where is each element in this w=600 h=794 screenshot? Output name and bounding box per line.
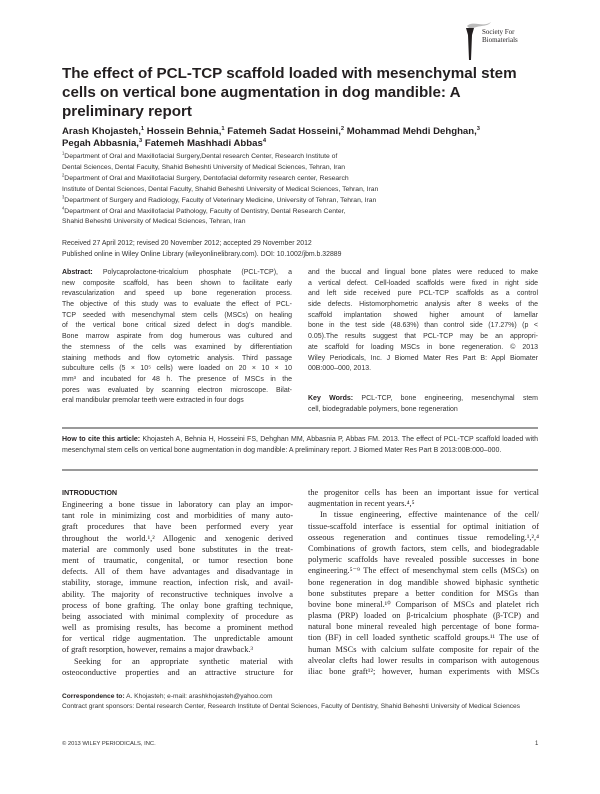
text-line-content: bone regeneration in dog mandible showed biphasic synthetic: [308, 577, 539, 587]
text-line-content: new composite scaffold, has been shown to facilitate early: [62, 279, 292, 287]
text-line-content: Polycaprolactone-tricalcium phosphate (PCL-TCP), a: [102, 269, 292, 276]
text-line: [308, 311, 538, 322]
affiliation-text: Department of Oral and Maxillofacial Pathology, Faculty of Dentistry, Dental Research Center,: [64, 207, 346, 215]
text-line: [308, 599, 539, 610]
text-line-content: pores was evaluated by scanning electron microscope. Bilat-: [62, 386, 292, 394]
text-line-content: 0.05).The results suggest that PCL-TCP may be an appropri-: [308, 333, 538, 341]
text-line: [62, 644, 293, 655]
footnotes: [62, 692, 538, 712]
publication-info: [62, 238, 542, 260]
text-line: [62, 386, 292, 397]
text-line-content: throughout the world.¹,² Allogenic and xenogenic derived: [62, 533, 293, 543]
text-line: [308, 565, 539, 576]
text-line-content: stability, storage, immune reaction, infection risk, and avail-: [62, 578, 293, 588]
text-line: [308, 554, 539, 565]
author: Mohammad Mehdi Dehghan,$^3$: [346, 125, 480, 137]
affiliation-line: [62, 174, 482, 185]
text-line: [62, 499, 293, 510]
text-line-content: process of bone grafting. The onlay bone grafting technique,: [62, 600, 293, 610]
text-line: [62, 375, 292, 386]
text-line: [62, 510, 293, 521]
text-line: [62, 279, 292, 290]
correspondence-text: A. Khojasteh; e-mail: arashkhojasteh@yahoo.com: [126, 693, 273, 700]
text-line-content: tion (BF) in cell loaded synthetic scaffold groups.¹¹ The use of: [308, 633, 539, 643]
text-line: [62, 521, 293, 532]
affiliation-line: [62, 196, 482, 207]
text-line-content: tissue-scaffold interface is essential for optimal initiation of: [308, 521, 539, 531]
text-line-content: subculture cells (5 × 10⁵ cells) were loaded on 20 × 10 × 10: [62, 365, 292, 373]
text-line-content: defects. All of them have advantages and disadvantage in: [62, 567, 293, 577]
text-line-content: engineering.⁵⁻⁹ The effect of mesenchymal stem cells (MSCs) on: [308, 566, 539, 576]
text-line: [62, 589, 293, 600]
copyright: © 2013 WILEY PERIODICALS, INC.: [62, 741, 156, 747]
keywords: [308, 394, 538, 415]
text-line: [62, 354, 292, 365]
abstract-right-column: [308, 268, 538, 375]
text-line: [308, 644, 539, 655]
text-line-content: scaffold implantation showed higher amount of lamellar: [308, 311, 538, 319]
text-line: [308, 655, 539, 666]
text-line: [62, 577, 293, 588]
article-title: The effect of PCL-TCP scaffold loaded with mesenchymal stem cells on vertical bone augmentation in dog mandible: A preliminary report: [62, 65, 517, 120]
text-line: [62, 533, 293, 544]
text-line-content: the stemness of the cells was examined by differentiation: [62, 343, 292, 351]
keywords-label: Key Words:: [308, 395, 354, 402]
introduction-left-column: [62, 487, 293, 678]
text-line-content: polymeric scaffolds have revealed possible successes in bone: [308, 555, 539, 565]
text-line-content: Combinations of growth factors, stem cells, and biodegradable: [308, 543, 539, 553]
author: Arash Khojasteh,$^1$: [62, 125, 145, 137]
text-line-content: natural bone mineral revealed high percentage of bone forma-: [308, 622, 539, 632]
text-line-content: and the buccal and lingual bone plates were reduced to make: [308, 269, 538, 276]
text-line-content: augmentation in recent years.⁴,⁵: [308, 499, 415, 509]
text-line-content: side defects. Histomorphometric analysis after 8 weeks of the: [308, 301, 538, 309]
section-heading: INTRODUCTION: [62, 488, 118, 497]
text-line-content: ate scaffold for loading MSCs in bone regeneration. © 2013: [308, 343, 538, 351]
text-line: [308, 610, 539, 621]
abstract-left-column: [62, 268, 292, 407]
logo-line-2: Biomaterials: [482, 36, 518, 44]
correspondence-label: Correspondence to:: [62, 693, 125, 700]
text-line: [62, 321, 292, 332]
text-line-content: ability. The majority of reconstructive techniques involve a: [62, 589, 293, 599]
text-line: [308, 321, 538, 332]
grant-sponsors: Contract grant sponsors: Dental research Center, Research Institute of Dental Sciences, Faculty of Dentistry, Shahid Beheshti University of Medical Sciences: [62, 703, 520, 710]
text-line: [308, 521, 539, 532]
text-line: [308, 588, 539, 599]
text-line-content: staining methods and flow cytometric analysis. Third passage: [62, 354, 292, 362]
affiliation-text: Shahid Beheshti University of Medical Sciences, Tehran, Iran: [62, 218, 246, 226]
text-line: [308, 354, 538, 365]
text-line: [308, 332, 538, 343]
text-line: [308, 621, 539, 632]
how-to-cite: [62, 435, 538, 456]
text-line-content: human MSCs with calcium sulfate composite for repair of the: [308, 644, 539, 654]
text-line: [62, 364, 292, 375]
affiliation-line: [62, 185, 482, 196]
affiliation-text: Department of Surgery and Radiology, Faculty of Veterinary Medicine, University of Tehran, Tehran, Iran: [64, 196, 377, 204]
text-line: [62, 289, 292, 300]
text-line-content: the progenitor cells has been an important issue for vertical: [308, 488, 539, 497]
text-line-content: well as promising results, has become a prominent method: [62, 623, 293, 633]
page-number: 1: [535, 741, 539, 747]
text-line-content: plasma (PRP) loaded on β-tricalcium phosphate (β-TCP) and: [308, 611, 539, 621]
text-line-content: iliac bone graft¹²; however, human experiments with MSCs: [308, 667, 539, 676]
divider: [62, 427, 538, 429]
affiliation-line: [62, 217, 482, 228]
author: Hossein Behnia,$^1$: [146, 125, 225, 137]
text-line: [308, 279, 538, 290]
text-line-content: being associated with minimal complexity of procedure as: [62, 611, 293, 621]
text-line: [62, 611, 293, 622]
introduction-right-column: [308, 487, 539, 677]
dates-line: Received 27 April 2012; revised 20 November 2012; accepted 29 November 2012: [62, 240, 312, 247]
text-line-content: for vertical ridge augmentation. The unpredictable amount: [62, 634, 293, 644]
affiliation-number: 3: [62, 194, 65, 200]
abstract-label: Abstract:: [62, 269, 93, 276]
text-line-content: of the vertical bone critical sized defect in dog's mandible.: [62, 322, 292, 330]
text-line: [308, 577, 539, 588]
author: Fatemeh Sadat Hosseini,$^2$: [227, 125, 345, 137]
text-line-content: mm³ and incubated for 48 h. The presence of MSCs in the: [62, 375, 292, 383]
text-line: [62, 566, 293, 577]
text-line-content: Wiley Periodicals, Inc. J Biomed Mater Res Part B: Appl Biomater: [308, 354, 538, 362]
text-line-content: bone substitutes prepare a better condition for MSGs than: [308, 588, 539, 598]
text-line-content: of graft resorption, however, remains a major drawback.³: [62, 645, 254, 655]
author: Pegah Abbasnia,$^3$: [62, 137, 143, 149]
text-line-content: alveolar clefts had lower results in comparison with autogenous: [308, 655, 539, 665]
text-line-content: Seeking for an appropriate synthetic material with: [74, 656, 293, 666]
affiliation-text: Department of Oral and Maxillofacial Surgery, Dentofacial deformity research center, Research: [64, 174, 349, 182]
logo-text: [482, 28, 518, 44]
text-line: [62, 311, 292, 322]
text-line: [308, 509, 539, 520]
affiliation-number: 4: [62, 205, 65, 211]
text-line: [62, 268, 292, 279]
text-line: [308, 543, 539, 554]
text-line-content: bovine bone mineral.¹⁰ Comparison of MSCs and platelet rich: [308, 599, 539, 609]
text-line-content: tant role in minimizing cost and morbidities of many auto-: [62, 511, 293, 521]
divider: [62, 469, 538, 471]
text-line-content: The objective of this study was to evaluate the effect of PCL-: [62, 301, 292, 309]
text-line-content: ment of traumatic, congenital, or tumor resection bone: [62, 555, 293, 565]
text-line-content: and left side received pure PCL-TCP scaffolds as a control: [308, 290, 538, 298]
text-line: [62, 343, 292, 354]
text-line: [308, 300, 538, 311]
text-line: [308, 268, 538, 279]
text-line-content: a vertical defect. Cell-loaded scaffolds were fixed in right side: [308, 279, 538, 287]
keywords-text: cell, biodegradable polymers, bone regeneration: [308, 405, 458, 413]
text-line: [62, 656, 293, 667]
text-line-content: bone in the test side (48.63%) than control side (17.27%) (p <: [308, 322, 538, 330]
affiliation-line: [62, 207, 482, 218]
cite-label: How to cite this article:: [62, 436, 141, 443]
text-line: [308, 343, 538, 354]
affiliations: [62, 152, 482, 228]
affiliation-text: Dental Sciences, Dental Faculty, Shahid Beheshti University of Medical Sciences, Tehran, Iran: [62, 163, 346, 171]
text-line-content: revascularization and speed up bone regeneration process.: [62, 290, 292, 298]
text-line-content: osseous regeneration and continues tissue remodeling.¹,²,⁴: [308, 532, 539, 542]
author-list: [62, 126, 542, 150]
text-line: [62, 633, 293, 644]
author: Fatemeh Mashhadi Abbas$^4$: [144, 137, 267, 149]
text-line: [308, 487, 539, 498]
text-line: [62, 332, 292, 343]
text-line: [62, 544, 293, 555]
text-line-content: TCP seeded with mesenchymal stem cells (MSCs) on healing: [62, 311, 292, 319]
affiliation-text: Institute of Dental Sciences, Dental Faculty, Shahid Beheshti University of Medical Sciences, Tehran, Iran: [62, 185, 379, 193]
text-line-content: osteoconductive properties and an attractive structure for: [62, 667, 293, 677]
text-line: [62, 600, 293, 611]
text-line-content: graft procedures that have been performed every year: [62, 522, 293, 532]
text-line-content: Engineering a bone tissue in laboratory can play an impor-: [62, 500, 293, 509]
text-line-content: eral mandibular premolar teeth were extracted in four dogs: [62, 397, 244, 405]
text-line: [308, 498, 539, 509]
affiliation-text: Department of Oral and Maxillofacial Surgery,Dental research Center, Research Institute of: [64, 153, 338, 160]
text-line-content: material are commonly used bone substitutes in the treat-: [62, 544, 293, 554]
text-line-content: In tissue engineering, effective maintenance of the cell/: [320, 510, 539, 520]
text-line: [308, 532, 539, 543]
text-line: [62, 300, 292, 311]
affiliation-number: 1: [62, 150, 65, 156]
cite-text: Khojasteh A, Behnia H, Hosseini FS, Dehghan MM, Abbasnia P, Abbas FM. 2013. The effect of PCL-TCP scaffold loaded with mesenchymal stem cells on vertical bone augmentation in dog mandible: A preliminary report. J Biomed Mater Res Part B 2013:00B:000–000.: [62, 436, 539, 454]
text-line: [62, 667, 293, 678]
text-line: [308, 289, 538, 300]
text-line: [308, 364, 538, 375]
affiliation-line: [62, 152, 482, 163]
affiliation-line: [62, 163, 482, 174]
text-line-content: Bone marrow aspirate from dog humerous was cultured and: [62, 333, 292, 341]
text-line: [62, 396, 292, 407]
keywords-text: PCL-TCP, bone engineering, mesenchymal stem: [361, 395, 538, 402]
doi-line: Published online in Wiley Online Library (wileyonlinelibrary.com). DOI: 10.1002/jbm.b.32889: [62, 251, 342, 258]
affiliation-number: 2: [62, 172, 65, 178]
text-line-content: 00B:000–000, 2013.: [308, 365, 372, 373]
text-line: [62, 622, 293, 633]
text-line: [308, 632, 539, 643]
logo-line-1: Society For: [482, 28, 515, 36]
text-line: [308, 666, 539, 677]
text-line: [62, 555, 293, 566]
